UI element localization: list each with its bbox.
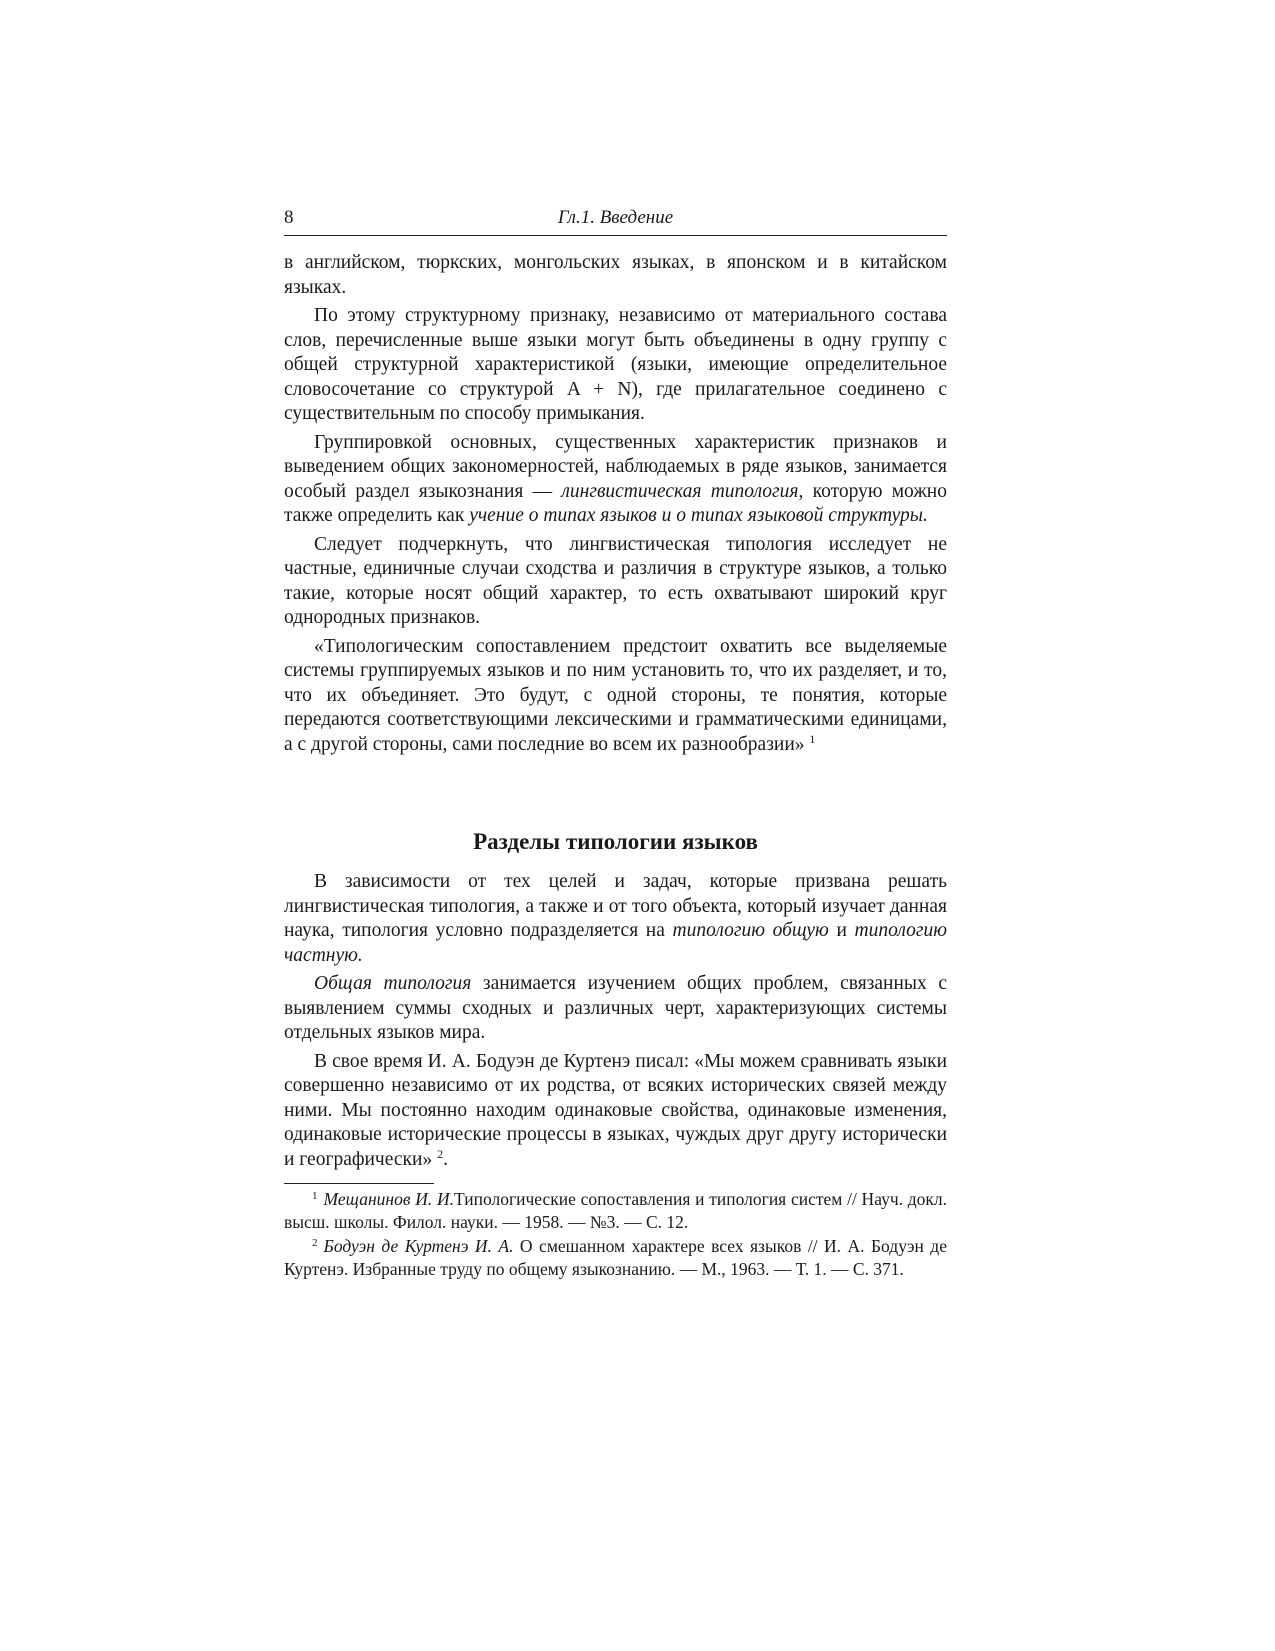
section-heading: Разделы типологии языков: [473, 829, 758, 854]
paragraph-quote: В свое время И. А. Бодуэн де Куртенэ писал: «Мы можем сравнивать языки совершенно независимо от их родства, от всяких исторических связей между ними. Мы постоянно находим одинаковые свойства, одинаковые изменения, одинаковые исторические процессы в языках, чуждых друг другу исторически и географически» $^2$.: [284, 1050, 947, 1170]
body-text-lower: [284, 870, 947, 1172]
page-number: 8: [284, 207, 294, 228]
paragraph: В зависимости от тех целей и задач, которые призвана решать лингвистическая типология, а также и от того объекта, который изучает данная наука, типология условно подразделяется на типологию общую и типологию частную.: [284, 871, 947, 966]
footnote-mark: 1: [312, 1190, 318, 1202]
footnote-mark: 2: [312, 1237, 318, 1249]
paragraph: Общая типология занимается изучением общих проблем, связанных с выявлением суммы сходных и различных черт, характеризующих системы отдельных языков мира.: [284, 973, 948, 1043]
term-general-typology: типологию общую: [672, 920, 829, 941]
footnote-text: Типологические сопоставления и типология систем // Науч. докл. высш. школы. Филол. науки. — 1958. — №3. — С. 12.: [284, 1189, 948, 1232]
running-title: Гл.1. Введение: [557, 207, 674, 228]
footnote-ref[interactable]: 2: [437, 1146, 444, 1161]
paragraph: в английском, тюркских, монгольских языках, в японском и в китайском языках.: [284, 252, 947, 298]
term-particular-typology: типологию частную.: [284, 920, 947, 966]
footnote-ref[interactable]: 1: [809, 731, 816, 746]
footnotes: [284, 1188, 947, 1281]
definition-emphasis: учение о типах языков и о типах языковой структуры.: [469, 505, 928, 526]
paragraph-quote: «Типологическим сопоставлением предстоит охватить все выделяемые системы группируемых языков и по ним установить то, что их разделяет, и то, что их объединяет. Это будут, с одной стороны, те понятия, которые передаются соответствующими лексическими и грамматическими единицами, а с другой стороны, сами последние во всем их разнообразии» $^1$: [284, 635, 947, 755]
body-text-upper: [284, 251, 947, 757]
term-general-typology: Общая типология: [314, 973, 472, 994]
term-linguistic-typology: лингвистическая типология: [561, 480, 799, 502]
footnote-author: Мещанинов И. И.: [323, 1189, 454, 1209]
footnote-author: Бодуэн де Куртенэ И. А.: [323, 1236, 514, 1256]
footnote-text: О смешанном характере всех языков // И. А. Бодуэн де Куртенэ. Избранные труду по общему языкознанию. — М., 1963. — Т. 1. — С. 371.: [284, 1236, 947, 1279]
footnote-divider: [284, 1183, 434, 1184]
paragraph: Группировкой основных, существенных характеристик признаков и выведением общих закономерностей, наблюдаемых в ряде языков, занимается особый раздел языкознания — лингвистическая типология, которую можно также определить как учение о типах языков и о типах языковой структуры.: [284, 431, 947, 526]
paragraph: По этому структурному признаку, независимо от материального состава слов, перечисленные выше языки могут быть объединены в одну группу с общей структурной характеристикой (языки, имеющие определительное словосочетание со структурой A + N), где прилагательное соединено с существительным по способу примыкания.: [284, 305, 947, 424]
page-header: [284, 207, 947, 236]
footnote: [284, 1188, 947, 1234]
paragraph: Следует подчеркнуть, что лингвистическая типология исследует не частные, единичные случаи сходства и различия в структуре языков, а только такие, которые носят общий характер, то есть охватывают широкий круг однородных признаков.: [284, 533, 947, 628]
footnote: [284, 1235, 947, 1281]
